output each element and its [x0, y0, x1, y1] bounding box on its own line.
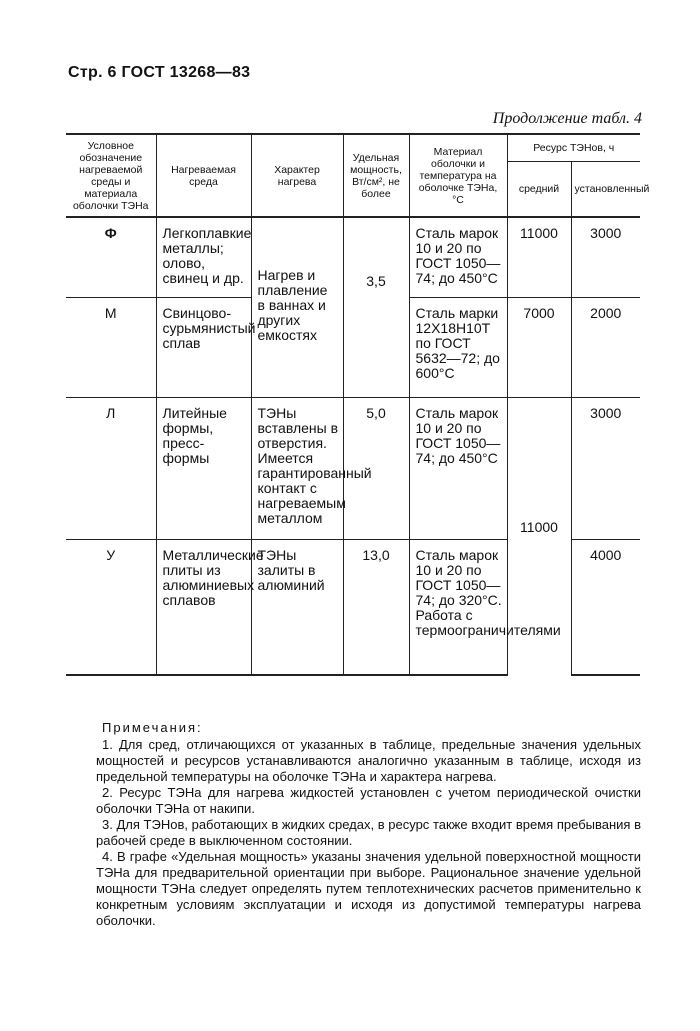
row-heating: ТЭНы залиты в алюминий [251, 539, 343, 675]
table-row [66, 217, 640, 297]
row-average: 7000 [507, 297, 571, 397]
row-medium: Свинцово-сурьмянистый сплав [156, 297, 251, 397]
row-code: У [66, 539, 156, 675]
row-code: М [66, 297, 156, 397]
note-item: 3. Для ТЭНов, работающих в жидких средах, в ресурс также входит время пребывания в рабочей среде в выключенном состоянии. [96, 817, 641, 848]
row-power: 13,0 [343, 539, 409, 675]
row-code: Л [66, 397, 156, 539]
row-material: Сталь марок 10 и 20 по ГОСТ 1050—74; до 320°С. Работа с термоограничителями [409, 539, 507, 675]
header-material: Материал оболочки и температура на оболочке ТЭНа, °С [409, 134, 507, 217]
table-row [66, 397, 640, 539]
row-average: 11000 [507, 217, 571, 297]
row-established: 2000 [571, 297, 640, 397]
header-established: установленный [571, 162, 640, 218]
row-material: Сталь марок 10 и 20 по ГОСТ 1050—74; до 450°С [409, 217, 507, 297]
header-medium: Нагреваемая среда [156, 134, 251, 217]
row-material: Сталь марки 12Х18Н10Т по ГОСТ 5632—72; до 600°С [409, 297, 507, 397]
row-heating: ТЭНы вставлены в отверстия. Имеется гарантированный контакт с нагреваемым металлом [251, 397, 343, 539]
row-medium: Металлические плиты из алюминиевых сплавов [156, 539, 251, 675]
row-heating: Нагрев и плавление в ваннах и других емкостях [251, 217, 343, 397]
header-designation: Условное обозначение нагреваемой среды и материала оболочки ТЭНа [66, 134, 156, 217]
row-established: 3000 [571, 217, 640, 297]
note-item: 4. В графе «Удельная мощность» указаны значения удельной поверхностной мощности ТЭНа для предварительной ориентации при выборе. Рациональное значение удельной мощности ТЭНа следует определять путем теплотехнических расчетов применительно к конкретным условиям эксплуатации и исходя из допустимой температуры нагрева оболочки. [96, 849, 641, 928]
table-continuation-label: Продолжение табл. 4 [492, 110, 642, 127]
header-power: Удельная мощность, Вт/см², не более [343, 134, 409, 217]
note-item: 2. Ресурс ТЭНа для нагрева жидкостей установлен с учетом периодической очистки оболочки ТЭНа от накипи. [96, 785, 641, 816]
row-medium: Легкоплавкие металлы; олово, свинец и др. [156, 217, 251, 297]
row-material: Сталь марок 10 и 20 по ГОСТ 1050—74; до 450°С [409, 397, 507, 539]
row-established: 4000 [571, 539, 640, 675]
row-code: Ф [66, 217, 156, 297]
header-average: средний [507, 162, 571, 218]
page-header: Стр. 6 ГОСТ 13268—83 [68, 64, 251, 81]
row-power: 5,0 [343, 397, 409, 539]
notes-section [96, 720, 641, 929]
header-heating: Характер нагрева [251, 134, 343, 217]
row-established: 3000 [571, 397, 640, 539]
row-medium: Литейные формы, пресс-формы [156, 397, 251, 539]
row-average: 11000 [507, 397, 571, 675]
notes-title: Примечания: [102, 720, 203, 735]
row-power: 3,5 [343, 217, 409, 397]
note-item: 1. Для сред, отличающихся от указанных в таблице, предельные значения удельных мощностей и ресурсов устанавливаются аналогично указанным в таблице, исходя из предельной температуры на оболочке ТЭНа и характера нагрева. [96, 737, 641, 784]
header-resource: Ресурс ТЭНов, ч [507, 134, 640, 162]
resource-table [66, 133, 650, 676]
